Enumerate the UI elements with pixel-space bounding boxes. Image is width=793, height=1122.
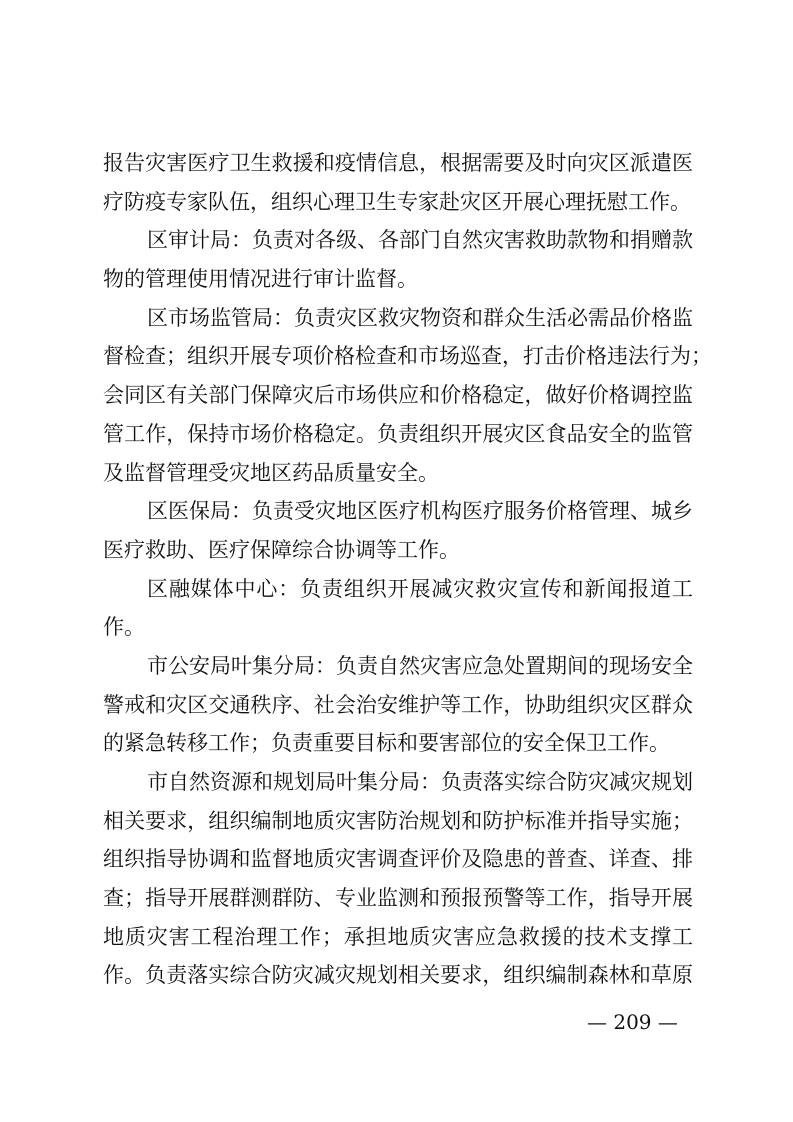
text-line: 查；指导开展群测群防、专业监测和预报预警等工作，指导开展	[103, 886, 693, 911]
page-number: — 209 —	[587, 1010, 678, 1034]
text-line: 市自然资源和规划局叶集分局：负责落实综合防灾减灾规划	[147, 770, 693, 794]
text-line: 管工作，保持市场价格稳定。负责组织开展灾区食品安全的监管	[103, 421, 693, 446]
text-line: 警戒和灾区交通秩序、社会治安维护等工作，协助组织灾区群众	[103, 692, 693, 717]
text-line: 物的管理使用情况进行审计监督。	[103, 267, 418, 292]
text-line: 督检查；组织开展专项价格检查和市场巡查，打击价格违法行为；	[103, 344, 712, 369]
text-line: 及监督管理受灾地区药品质量安全。	[103, 460, 439, 485]
text-line: 地质灾害工程治理工作；承担地质灾害应急救援的技术支撑工	[103, 924, 693, 949]
text-line: 区市场监管局：负责灾区救灾物资和群众生活必需品价格监	[147, 305, 693, 330]
text-line: 的紧急转移工作；负责重要目标和要害部位的安全保卫工作。	[103, 731, 670, 756]
text-line: 作。负责落实综合防灾减灾规划相关要求，组织编制森林和草原	[103, 963, 693, 988]
body-text	[103, 144, 712, 995]
text-line: 区融媒体中心：负责组织开展减灾救灾宣传和新闻报道工	[147, 576, 693, 601]
text-line: 会同区有关部门保障灾后市场供应和价格稳定，做好价格调控监	[103, 383, 693, 408]
text-line: 作。	[103, 615, 145, 640]
text-line: 报告灾害医疗卫生救援和疫情信息，根据需要及时向灾区派遣医	[103, 151, 693, 175]
text-line: 医疗救助、医疗保障综合协调等工作。	[103, 537, 460, 562]
text-line: 相关要求，组织编制地质灾害防治规划和防护标准并指导实施；	[103, 808, 693, 833]
text-line: 区医保局：负责受灾地区医疗机构医疗服务价格管理、城乡	[147, 499, 693, 524]
text-line: 疗防疫专家队伍，组织心理卫生专家赴灾区开展心理抚慰工作。	[103, 189, 691, 214]
text-line: 组织指导协调和监督地质灾害调查评价及隐患的普查、详查、排	[103, 847, 693, 872]
text-line: 市公安局叶集分局：负责自然灾害应急处置期间的现场安全	[147, 653, 693, 678]
text-line: 区审计局：负责对各级、各部门自然灾害救助款物和捐赠款	[147, 228, 693, 253]
